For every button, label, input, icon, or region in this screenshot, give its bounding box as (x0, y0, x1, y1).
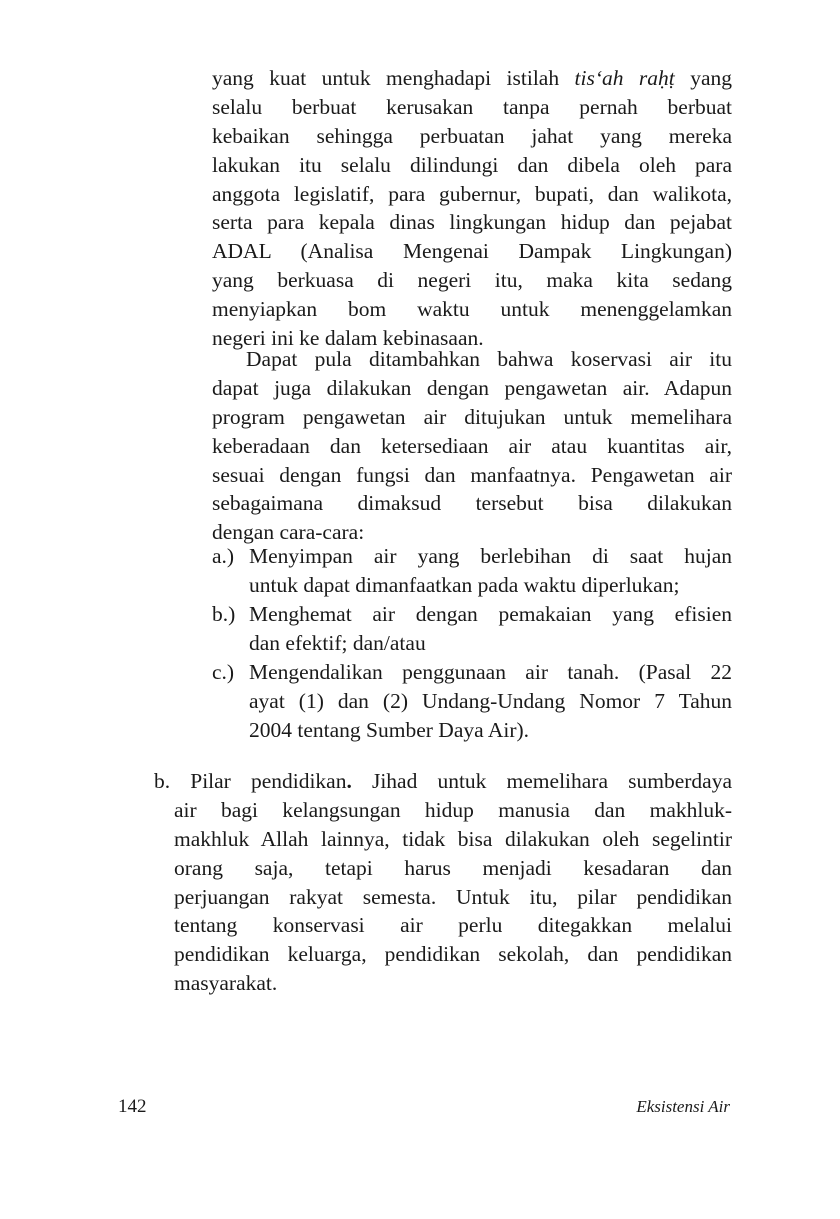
text-line: ADAL (Analisa Mengenai Dampak Lingkungan) (212, 239, 732, 264)
paragraph-conservation (212, 345, 732, 547)
paragraph-education-pillar (154, 767, 732, 998)
text-line: Mengendalikan penggunaan air tanah. (Pasal 22 (249, 660, 732, 684)
text-line: sebagaimana dimaksud tersebut bisa dilakukan (212, 491, 732, 516)
text-line: program pengawetan air ditujukan untuk memelihara (212, 404, 732, 429)
text-line: dan efektif; dan/atau (249, 630, 426, 655)
text-line: b. Pilar pendidikan. Jihad untuk memelihara sumberdaya (154, 769, 732, 793)
page-number: 142 (118, 1096, 147, 1117)
text-line: untuk dapat dimanfaatkan pada waktu diperlukan; (249, 572, 680, 597)
list-marker: c.) (212, 660, 235, 684)
text-line: dengan cara-cara: (212, 520, 365, 545)
text-line: Menghemat air dengan pemakaian yang efisien (249, 602, 732, 626)
text-line: orang saja, tetapi harus menjadi kesadaran dan (174, 855, 732, 880)
paragraph-continuation (212, 64, 732, 353)
text-line: lakukan itu selalu dilindungi dan dibela oleh para (212, 152, 732, 177)
text-line: sesuai dengan fungsi dan manfaatnya. Pengawetan air (212, 462, 732, 487)
text-line: keberadaan dan ketersediaan air atau kuantitas air, (212, 433, 732, 458)
text-line: pendidikan keluarga, pendidikan sekolah, dan pendidikan (174, 942, 732, 967)
text-line: Menyimpan air yang berlebihan di saat hujan (249, 544, 732, 568)
text-line: anggota legislatif, para gubernur, bupati, dan walikota, (212, 181, 732, 206)
text-line: serta para kepala dinas lingkungan hidup dan pejabat (212, 210, 732, 235)
text-line: perjuangan rakyat semesta. Untuk itu, pilar pendidikan (174, 884, 732, 909)
text-line: tentang konservasi air perlu ditegakkan melalui (174, 913, 732, 938)
text-line: makhluk Allah lainnya, tidak bisa dilakukan oleh segelintir (174, 826, 732, 851)
text-line: Dapat pula ditambahkan bahwa koservasi air itu (246, 347, 732, 371)
italic-term: tisʻah raḥṭ (574, 66, 675, 90)
text-line: kebaikan sehingga perbuatan jahat yang mereka (212, 123, 732, 148)
text-line: yang kuat untuk menghadapi istilah tisʻah raḥṭ yang (212, 66, 732, 90)
text-line: ayat (1) dan (2) Undang-Undang Nomor 7 Tahun (249, 688, 732, 713)
text-line: negeri ini ke dalam kebinasaan. (212, 326, 484, 351)
running-footer-title: Eksistensi Air (636, 1097, 730, 1116)
text-line: masyarakat. (174, 971, 278, 996)
section-lead: b. Pilar pendidikan (154, 769, 347, 793)
list-marker: a.) (212, 544, 235, 568)
text-line: air bagi kelangsungan hidup manusia dan makhluk- (174, 797, 732, 822)
text-line: yang berkuasa di negeri itu, maka kita sedang (212, 268, 732, 293)
text-line: 2004 tentang Sumber Daya Air). (249, 717, 530, 742)
text-line: selalu berbuat kerusakan tanpa pernah berbuat (212, 94, 732, 119)
text-line: dapat juga dilakukan dengan pengawetan air. Adapun (212, 375, 732, 400)
list-marker: b.) (212, 602, 236, 626)
text-line: menyiapkan bom waktu untuk menenggelamkan (212, 297, 732, 322)
